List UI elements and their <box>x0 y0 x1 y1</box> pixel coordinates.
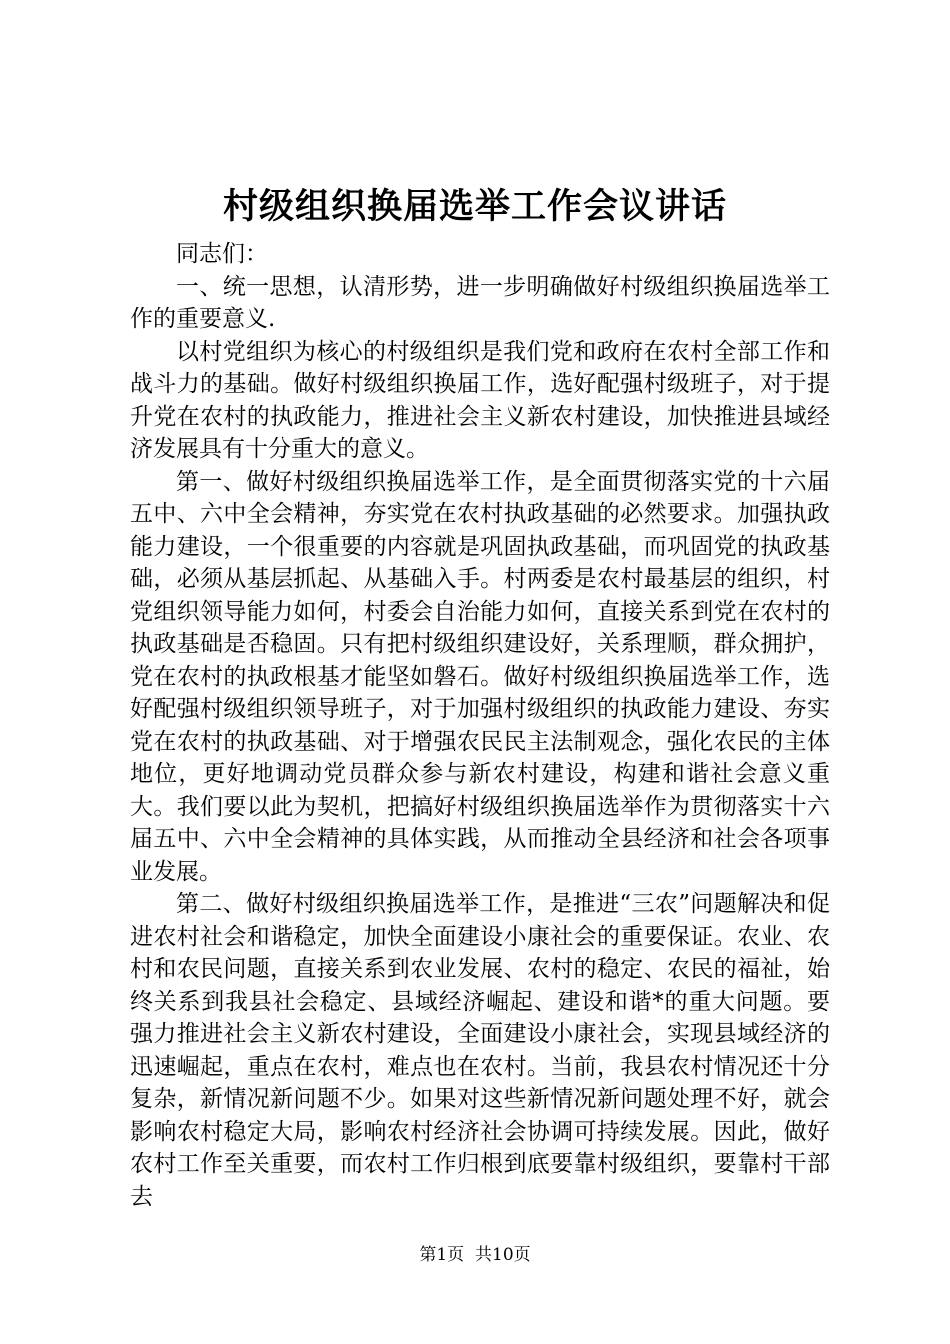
body-paragraph: 第一、做好村级组织换届选举工作，是全面贯彻落实党的十六届五中、六中全会精神，夯实党在农村执政基础的必然要求。加强执政能力建设，一个很重要的内容就是巩固执政基础，而巩固党的执政基础，必须从基层抓起、从基础入手。村两委是农村最基层的组织，村党组织领导能力如何，村委会自治能力如何，直接关系到党在农村的执政基础是否稳固。只有把村级组织建设好，关系理顺，群众拥护，党在农村的执政根基才能坚如磐石。做好村级组织换届选举工作，选好配强村级组织领导班子，对于加强村级组织的执政能力建设、夯实党在农村的执政基础、对于增强农民民主法制观念，强化农民的主体地位，更好地调动党员群众参与新农村建设，构建和谐社会意义重大。我们要以此为契机，把搞好村级组织换届选举作为贯彻落实十六届五中、六中全会精神的具体实践，从而推动全县经济和社会各项事业发展。 <box>130 468 830 885</box>
page-number: 第1页 <box>419 1245 465 1265</box>
document-title: 村级组织换届选举工作会议讲话 <box>222 186 727 227</box>
section-heading-paragraph: 一、统一思想，认清形势，进一步明确做好村级组织换届选举工作的重要意义. <box>130 273 830 332</box>
body-paragraph: 以村党组织为核心的村级组织是我们党和政府在农村全部工作和战斗力的基础。做好村级组织换届工作，选好配强村级班子，对于提升党在农村的执政能力，推进社会主义新农村建设，加快推进县域经济发展具有十分重大的意义。 <box>130 338 830 462</box>
page-footer <box>0 1243 950 1267</box>
body-paragraph: 第二、做好村级组织换届选举工作，是推进“三农”问题解决和促进农村社会和谐稳定，加快全面建设小康社会的重要保证。农业、农村和农民问题，直接关系到农业发展、农村的稳定、农民的福祉，始终关系到我县社会稳定、县域经济崛起、建设和谐*的重大问题。要强力推进社会主义新农村建设，全面建设小康社会，实现县域经济的迅速崛起，重点在农村，难点也在农村。当前，我县农村情况还十分复杂，新情况新问题不少。如果对这些新情况新问题处理不好，就会影响农村稳定大局，影响农村经济社会协调可持续发展。因此，做好农村工作至关重要，而农村工作归根到底要靠村级组织，要靠村干部去 <box>130 891 830 1210</box>
footer-separator <box>464 1245 475 1265</box>
salutation-paragraph: 同志们： <box>176 241 268 267</box>
document-body <box>130 238 830 1213</box>
page-total: 共10页 <box>475 1245 531 1265</box>
